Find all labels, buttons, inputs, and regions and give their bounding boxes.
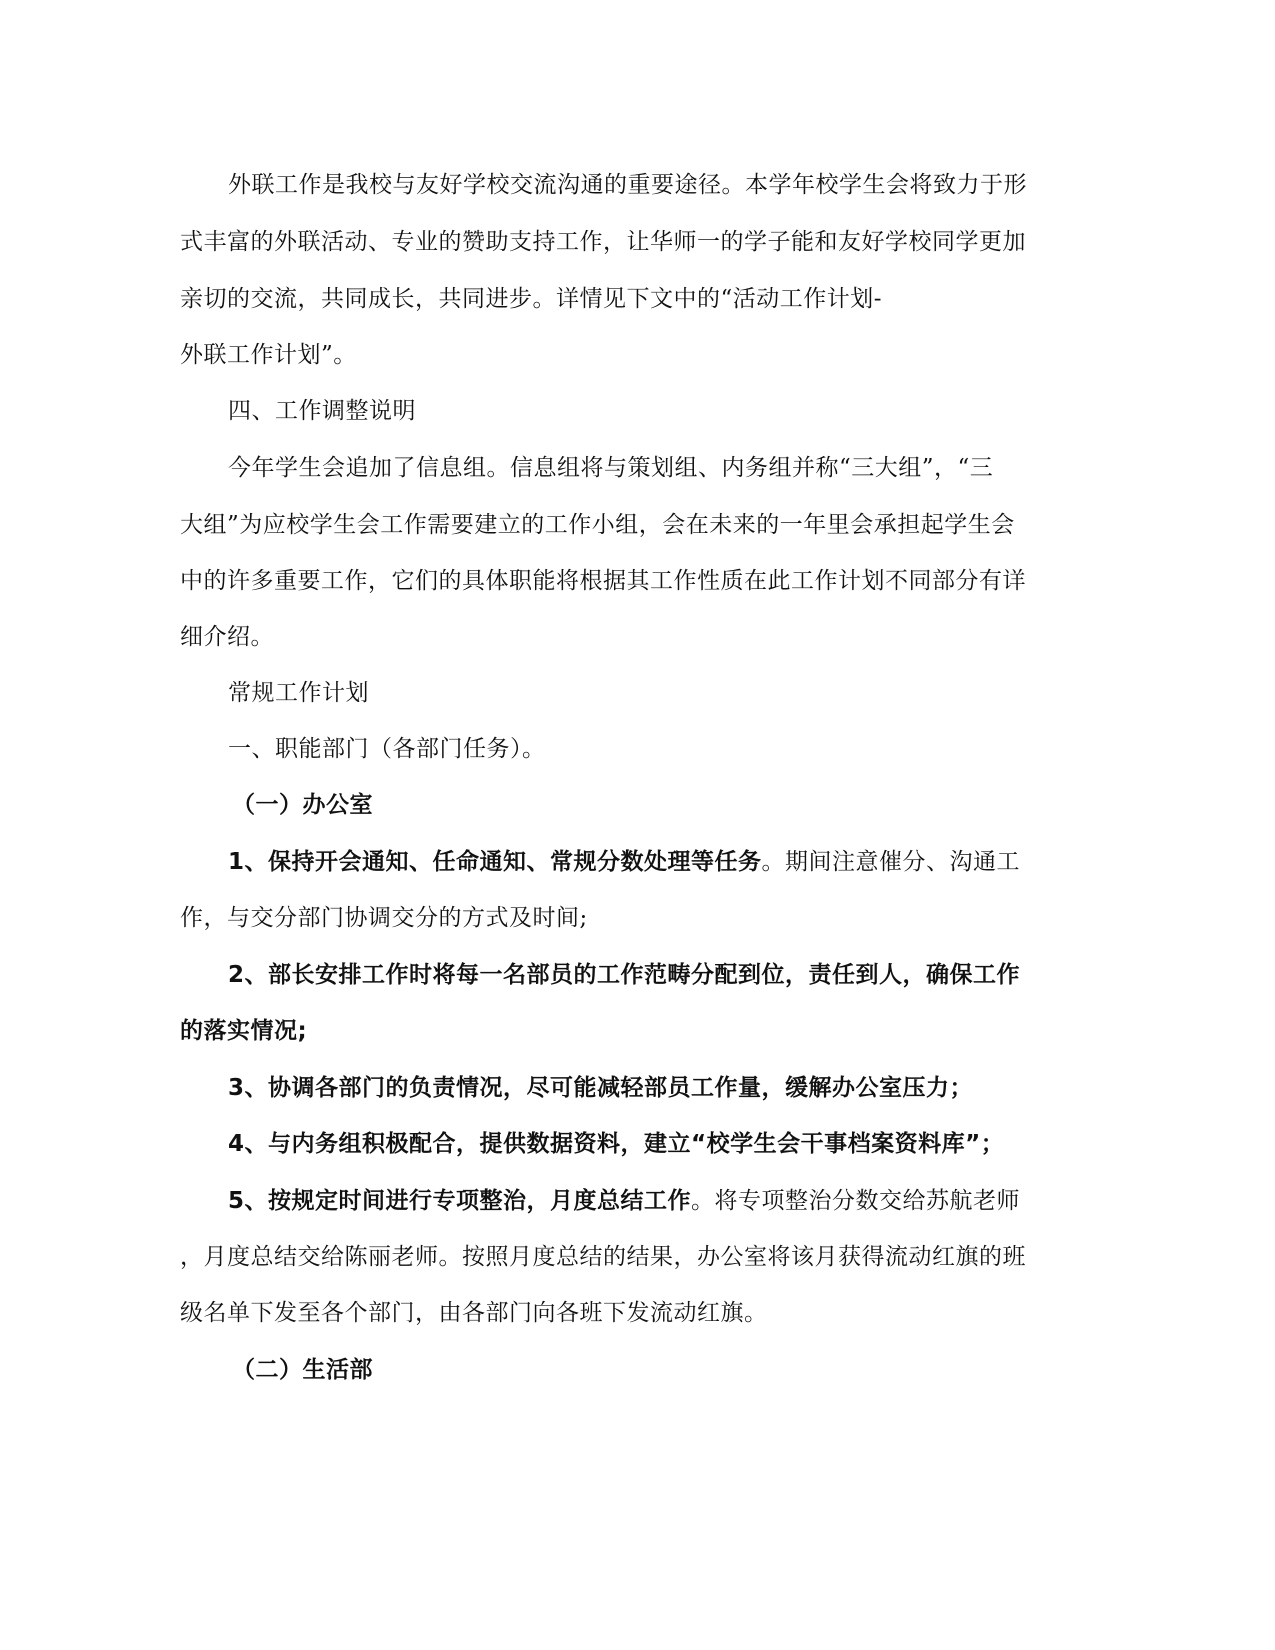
paragraph-adjustment-line-4: 细介绍。 — [180, 624, 274, 650]
paragraph-outreach-line-2: 式丰富的外联活动、专业的赞助支持工作，让华师一的学子能和友好学校同学更加 — [180, 229, 1026, 255]
item-1-line-1 — [228, 847, 1020, 877]
item-2-line-2: 的落实情况; — [180, 1018, 308, 1044]
paragraph-adjustment-line-3: 中的许多重要工作，它们的具体职能将根据其工作性质在此工作计划不同部分有详 — [180, 568, 1026, 594]
item-5-bold: 5、按规定时间进行专项整治，月度总结工作 — [228, 1188, 692, 1214]
item-2-line-1: 2、部长安排工作时将每一名部员的工作范畴分配到位，责任到人，确保工作 — [228, 962, 1021, 988]
paragraph-outreach-line-1: 外联工作是我校与友好学校交流沟通的重要途径。本学年校学生会将致力于形 — [228, 172, 1027, 198]
item-1-bold: 1、保持开会通知、任命通知、常规分数处理等任务 — [228, 849, 762, 875]
item-1-rest: 。期间注意催分、沟通工 — [761, 849, 1021, 875]
item-5-rest: 。将专项整治分数交给苏航老师 — [691, 1188, 1021, 1214]
item-4: 4、与内务组积极配合，提供数据资料，建立“校学生会干事档案资料库”； — [228, 1131, 1005, 1157]
paragraph-adjustment-line-2: 大组”为应校学生会工作需要建立的工作小组，会在未来的一年里会承担起学生会 — [180, 512, 1015, 538]
heading-life-department: （二）生活部 — [232, 1357, 373, 1383]
paragraph-outreach-line-4: 外联工作计划”。 — [180, 342, 357, 368]
paragraph-outreach-line-3: 亲切的交流，共同成长，共同进步。详情见下文中的“活动工作计划- — [180, 286, 883, 312]
item-3: 3、协调各部门的负责情况，尽可能减轻部员工作量，缓解办公室压力； — [228, 1075, 974, 1101]
paragraph-adjustment-line-1: 今年学生会追加了信息组。信息组将与策划组、内务组并称“三大组”，“三 — [228, 455, 994, 481]
heading-office: （一）办公室 — [232, 792, 373, 818]
item-5-line-2: ，月度总结交给陈丽老师。按照月度总结的结果，办公室将该月获得流动红旗的班 — [180, 1244, 1026, 1270]
item-1-line-2: 作，与交分部门协调交分的方式及时间; — [180, 905, 588, 931]
heading-functional-departments: 一、职能部门（各部门任务）。 — [228, 736, 546, 762]
heading-regular-plan: 常规工作计划 — [228, 680, 369, 706]
item-5-line-1 — [228, 1186, 1020, 1216]
item-5-line-3: 级名单下发至各个部门，由各部门向各班下发流动红旗。 — [180, 1300, 768, 1326]
heading-work-adjustment: 四、工作调整说明 — [228, 398, 416, 424]
